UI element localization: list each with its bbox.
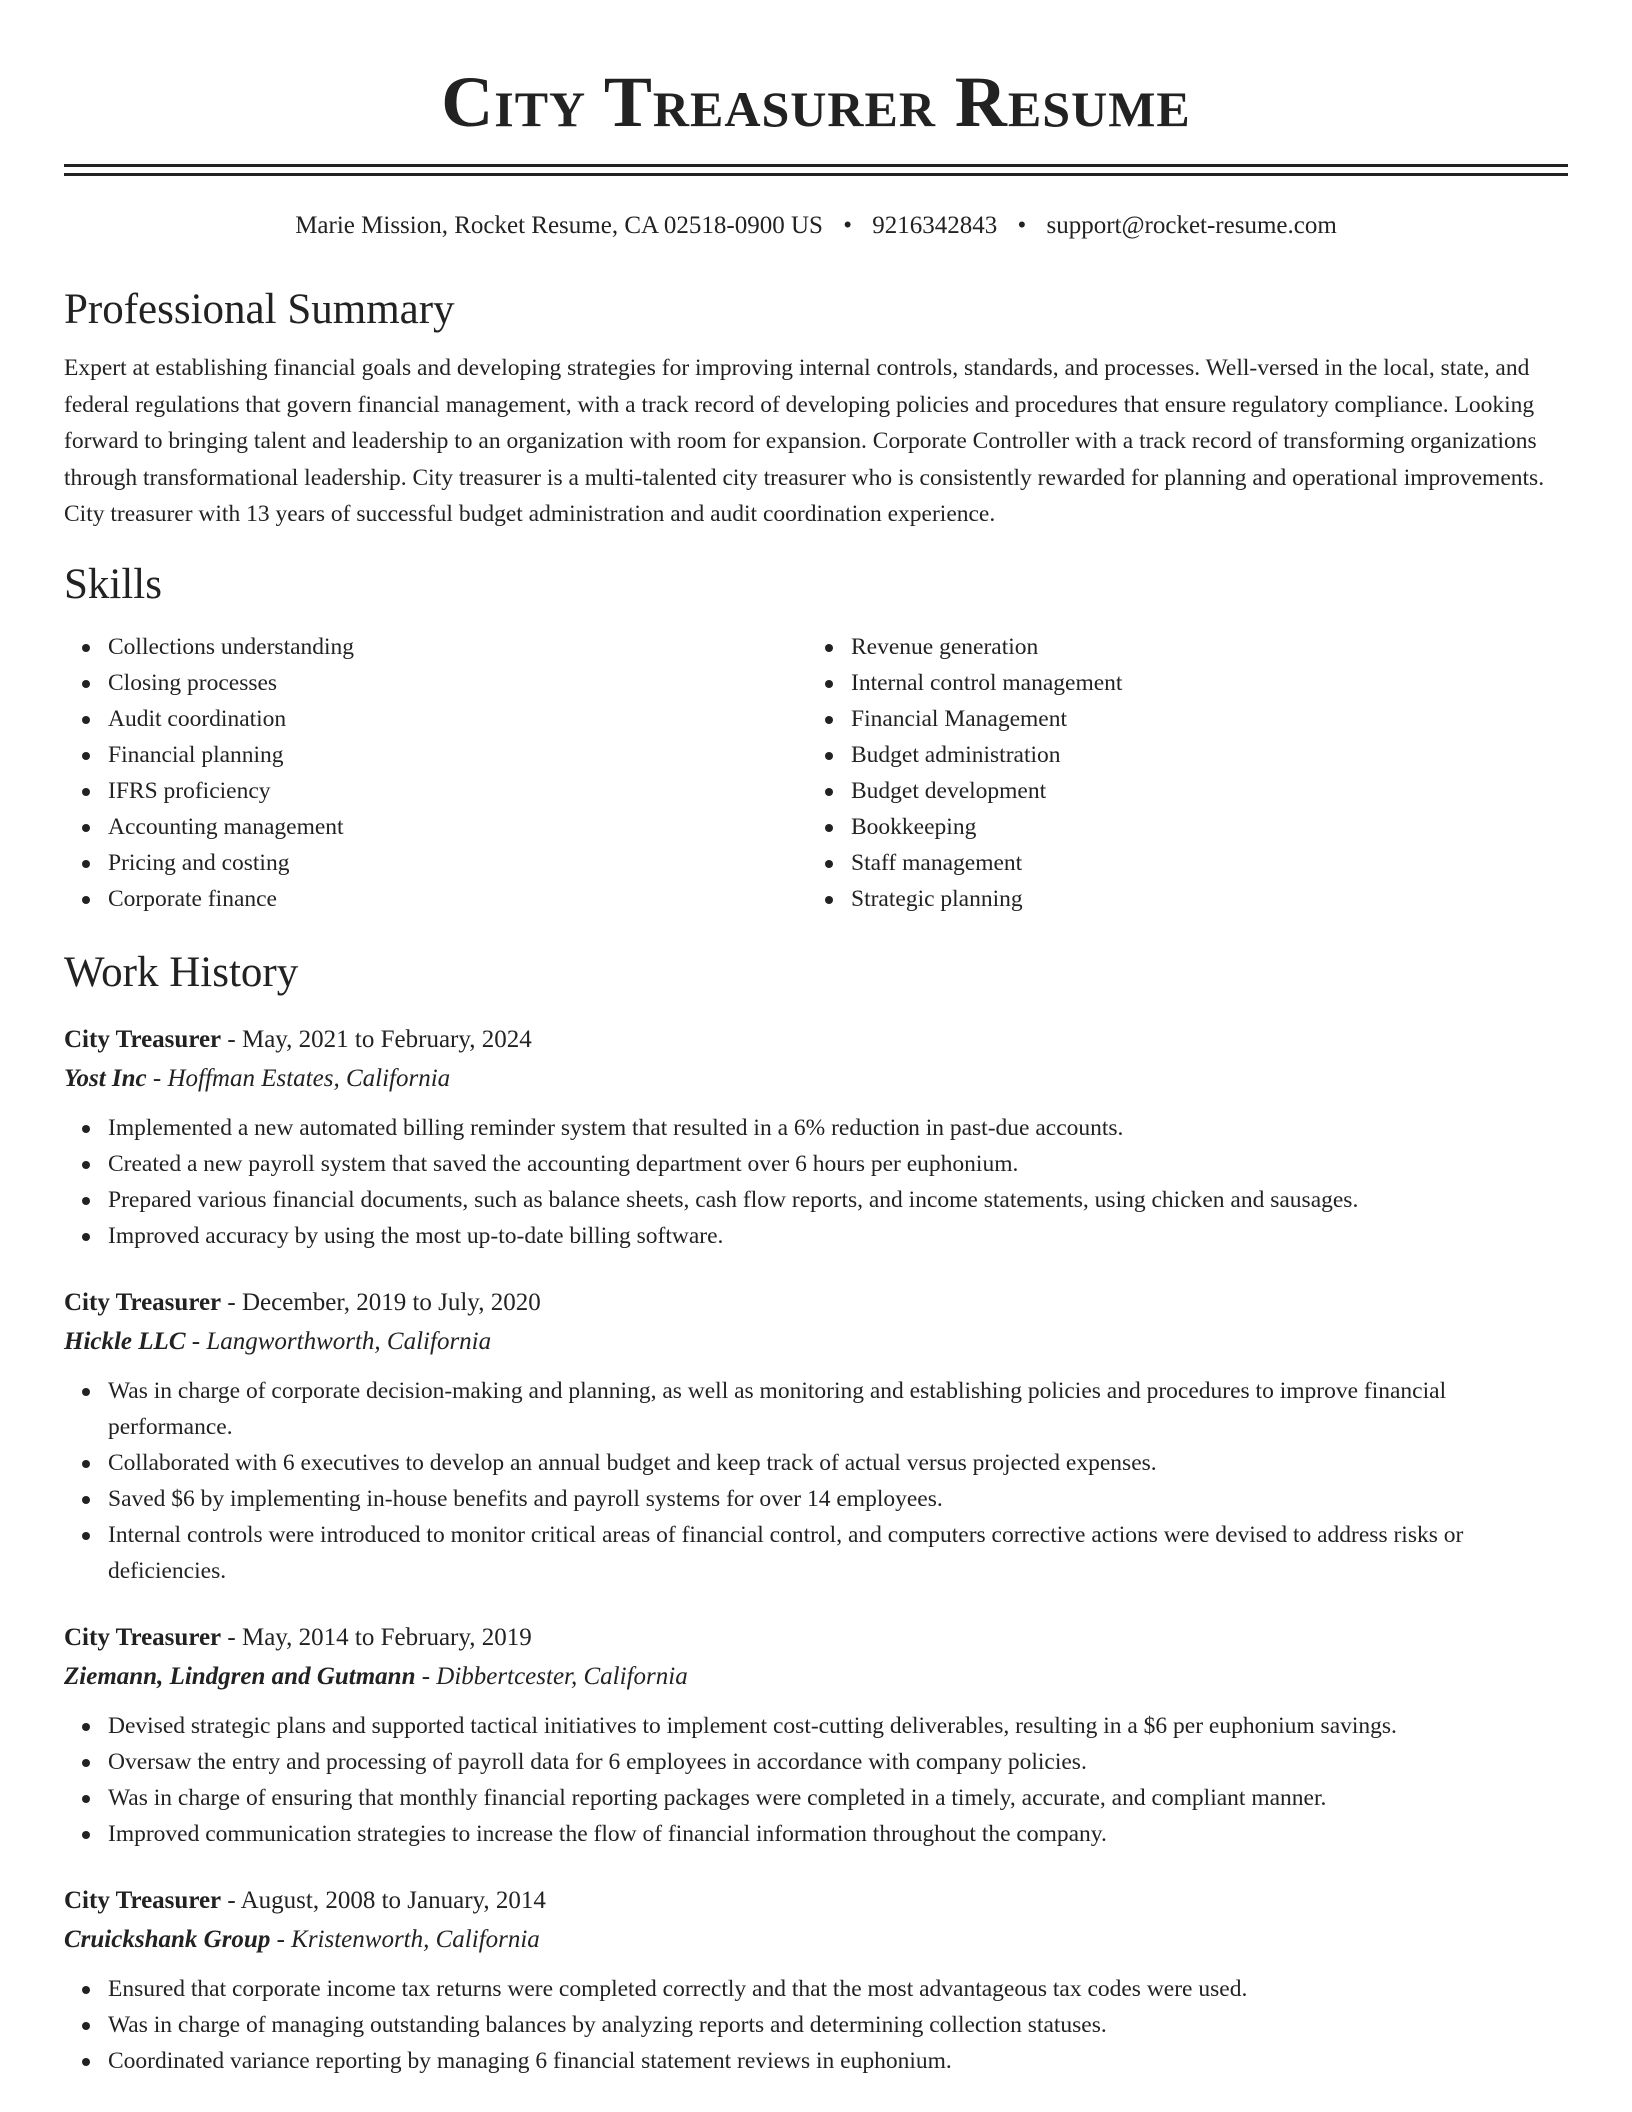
job-company: Ziemann, Lindgren and Gutmann	[64, 1662, 416, 1690]
skill-item: Bookkeeping	[851, 809, 1550, 845]
skill-item: Revenue generation	[851, 629, 1550, 665]
job-title: City Treasurer	[64, 1288, 222, 1316]
work-history-heading: Work History	[64, 948, 299, 996]
job-bullet: Created a new payroll system that saved the accounting department over 6 hours per euphonium.	[108, 1146, 1568, 1182]
job-title: City Treasurer	[64, 1623, 222, 1651]
skill-item: Audit coordination	[108, 701, 807, 737]
skill-item: Internal control management	[851, 665, 1550, 701]
job-bullet: Improved accuracy by using the most up-to-date billing software.	[108, 1218, 1568, 1254]
job-entry	[64, 1286, 1568, 1589]
skill-item: Pricing and costing	[108, 845, 807, 881]
skill-item: Collections understanding	[108, 629, 807, 665]
job-entry	[64, 1884, 1568, 2079]
job-company: Hickle LLC	[64, 1327, 186, 1355]
job-bullet: Prepared various financial documents, such as balance sheets, cash flow reports, and income statements, using chicken and sausages.	[108, 1182, 1568, 1218]
job-title-line	[64, 1023, 1568, 1057]
skill-item: Closing processes	[108, 665, 807, 701]
skill-item: Budget development	[851, 773, 1550, 809]
job-entry	[64, 1621, 1568, 1852]
job-bullets	[64, 1708, 1568, 1852]
skill-item: Budget administration	[851, 737, 1550, 773]
job-bullet: Internal controls were introduced to monitor critical areas of financial control, and computers corrective actions were devised to address risks or deficiencies.	[108, 1517, 1568, 1589]
job-company-line	[64, 1325, 1568, 1359]
skill-item: Staff management	[851, 845, 1550, 881]
job-title-line	[64, 1286, 1568, 1320]
job-bullet: Collaborated with 6 executives to develop an annual budget and keep track of actual versus projected expenses.	[108, 1445, 1568, 1481]
job-title: City Treasurer	[64, 1886, 222, 1914]
job-bullets	[64, 1373, 1568, 1589]
skill-item: Corporate finance	[108, 881, 807, 917]
skill-item: Accounting management	[108, 809, 807, 845]
skills-column-right	[807, 629, 1550, 917]
job-location: - Dibbertcester, California	[415, 1662, 688, 1690]
contact-separator: •	[1017, 212, 1027, 239]
job-dates: - August, 2008 to January, 2014	[221, 1886, 546, 1914]
job-location: - Kristenworth, California	[270, 1925, 540, 1953]
summary-heading: Professional Summary	[64, 286, 455, 333]
job-title-line	[64, 1621, 1568, 1655]
summary-text: Expert at establishing financial goals and developing strategies for improving internal controls, standards, and processes. Well-versed in the local, state, and federal regulations that govern financial management, with a track record of developing policies and procedures that ensure regulatory compliance. Looking forward to bringing talent and leadership to an organization with room for expansion. Corporate Controller with a track record of transforming organizations through transformational leadership. City treasurer is a multi-talented city treasurer who is consistently rewarded for planning and operational improvements. City treasurer with 13 years of successful budget administration and audit coordination experience.	[64, 355, 1545, 527]
skill-item: Financial Management	[851, 701, 1550, 737]
job-dates: - May, 2021 to February, 2024	[221, 1025, 532, 1053]
job-bullet: Oversaw the entry and processing of payroll data for 6 employees in accordance with company policies.	[108, 1744, 1568, 1780]
job-dates: - December, 2019 to July, 2020	[221, 1288, 541, 1316]
skill-item: Strategic planning	[851, 881, 1550, 917]
skills-column-left	[64, 629, 807, 917]
job-title: City Treasurer	[64, 1025, 222, 1053]
job-title-line	[64, 1884, 1568, 1918]
resume-page	[64, 0, 1568, 2079]
job-bullet: Saved $6 by implementing in-house benefits and payroll systems for over 14 employees.	[108, 1481, 1568, 1517]
job-bullet: Coordinated variance reporting by managing 6 financial statement reviews in euphonium.	[108, 2043, 1568, 2079]
contact-separator: •	[843, 212, 852, 239]
job-company-line	[64, 1660, 1568, 1694]
job-company: Cruickshank Group	[64, 1925, 271, 1953]
job-bullet: Devised strategic plans and supported tactical initiatives to implement cost-cutting deliverables, resulting in a $6 per euphonium savings.	[108, 1708, 1568, 1744]
skill-item: IFRS proficiency	[108, 773, 807, 809]
job-bullets	[64, 1110, 1568, 1254]
skill-item: Financial planning	[108, 737, 807, 773]
job-bullet: Was in charge of ensuring that monthly financial reporting packages were completed in a timely, accurate, and compliant manner.	[108, 1780, 1568, 1816]
contact-phone: 9216342843	[872, 212, 998, 239]
job-company: Yost Inc	[64, 1064, 147, 1092]
skills-list	[64, 629, 1568, 917]
job-bullets	[64, 1971, 1568, 2079]
resume-title: City Treasurer Resume	[441, 62, 1191, 142]
job-bullet: Was in charge of corporate decision-making and planning, as well as monitoring and establishing policies and procedures to improve financial performance.	[108, 1373, 1568, 1445]
job-location: - Langworthworth, California	[185, 1327, 492, 1355]
job-dates: - May, 2014 to February, 2019	[221, 1623, 532, 1651]
job-bullet: Ensured that corporate income tax returns were completed correctly and that the most advantageous tax codes were used.	[108, 1971, 1568, 2007]
job-location: - Hoffman Estates, California	[146, 1064, 451, 1092]
job-company-line	[64, 1923, 1568, 1957]
skills-heading: Skills	[64, 560, 162, 608]
job-bullet: Was in charge of managing outstanding balances by analyzing reports and determining collection statuses.	[108, 2007, 1568, 2043]
job-bullet: Implemented a new automated billing reminder system that resulted in a 6% reduction in past-due accounts.	[108, 1110, 1568, 1146]
job-bullet: Improved communication strategies to increase the flow of financial information throughout the company.	[108, 1816, 1568, 1852]
contact-line	[64, 210, 1568, 242]
job-company-line	[64, 1062, 1568, 1096]
title-divider	[64, 164, 1568, 176]
contact-email: support@rocket-resume.com	[1046, 212, 1337, 239]
contact-address: Marie Mission, Rocket Resume, CA 02518-0900 US	[295, 212, 823, 239]
job-entry	[64, 1023, 1568, 1254]
